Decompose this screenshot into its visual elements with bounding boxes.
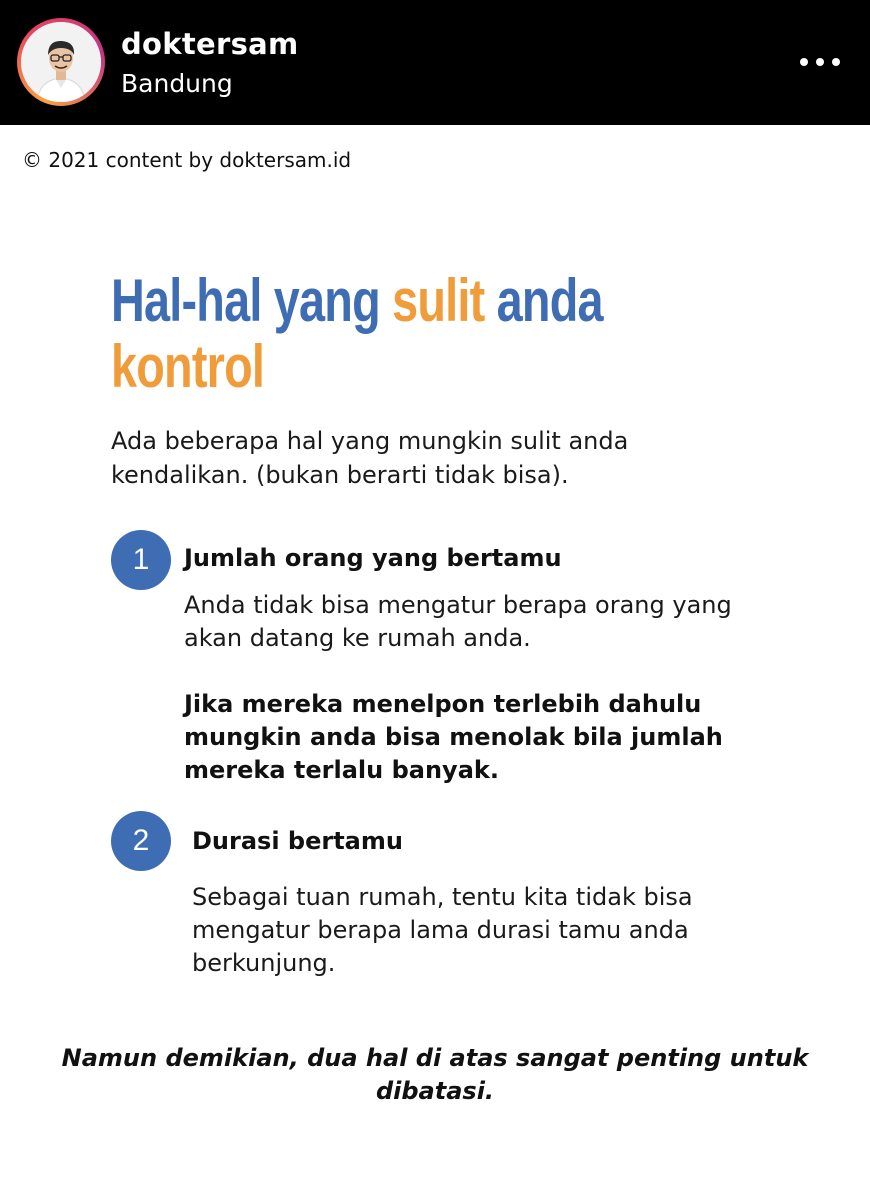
page-title xyxy=(111,268,704,400)
item-1-note: Jika mereka menelpon terlebih dahulu mungkin anda bisa menolak bila jumlah mereka terlalu banyak. xyxy=(184,690,723,784)
post-header xyxy=(0,0,870,125)
dot-icon xyxy=(800,58,808,66)
item-2-title: Durasi bertamu xyxy=(192,827,403,855)
avatar[interactable] xyxy=(17,18,105,106)
closing-note: Namun demikian, dua hal di atas sangat penting untuk dibatasi. xyxy=(61,1044,809,1105)
item-1-title: Jumlah orang yang bertamu xyxy=(184,544,562,572)
person-icon xyxy=(21,22,101,102)
number-badge-1: 1 xyxy=(111,530,171,590)
item-1-body: Anda tidak bisa mengatur berapa orang yang akan datang ke rumah anda. xyxy=(184,591,732,652)
username[interactable]: doktersam xyxy=(121,27,299,61)
number-badge-2: 2 xyxy=(111,811,171,871)
title-part-1: Hal-hal yang xyxy=(111,267,393,334)
title-highlight: sulit xyxy=(392,267,485,334)
intro-text: Ada beberapa hal yang mungkin sulit anda kendalikan. (bukan berarti tidak bisa). xyxy=(111,427,629,489)
more-options-icon[interactable] xyxy=(800,52,840,72)
dot-icon xyxy=(816,58,824,66)
item-2-body: Sebagai tuan rumah, tentu kita tidak bisa mengatur berapa lama durasi tamu anda berkunjung. xyxy=(192,883,693,977)
avatar-image xyxy=(21,22,101,102)
dot-icon xyxy=(832,58,840,66)
location[interactable]: Bandung xyxy=(121,69,233,98)
title-part-4: kontrol xyxy=(111,333,265,400)
title-part-3: anda xyxy=(484,267,603,334)
copyright-text: © 2021 content by doktersam.id xyxy=(22,148,352,172)
